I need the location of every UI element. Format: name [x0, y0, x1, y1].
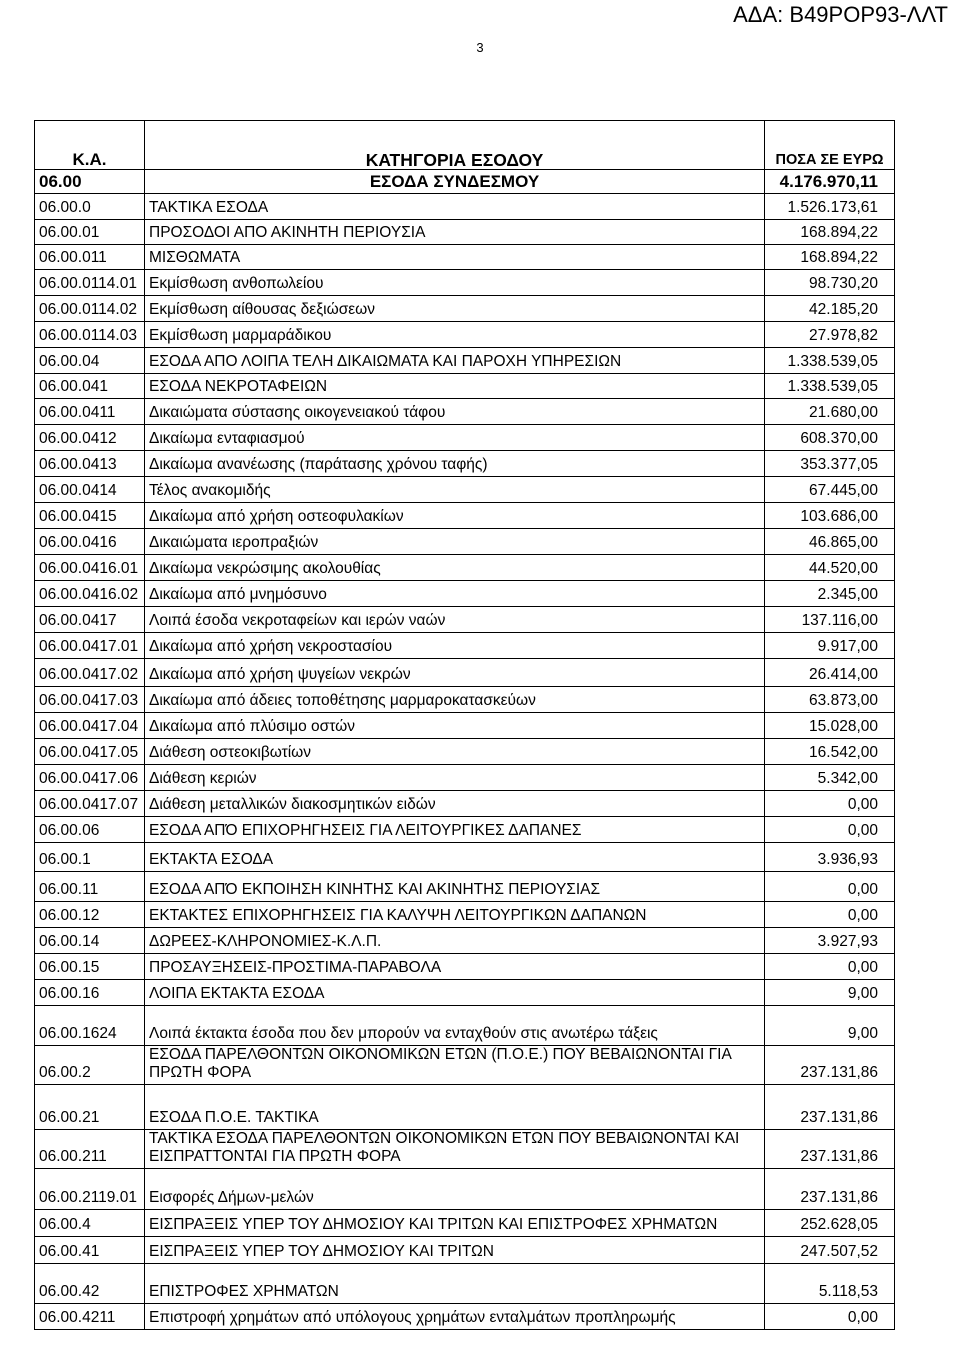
table-row — [35, 451, 895, 477]
row-amount: 2.345,00 — [765, 581, 895, 607]
row-description: Δικαίωμα ενταφιασμού — [145, 425, 765, 451]
column-header-amount: ΠΟΣΑ ΣΕ ΕΥΡΩ — [765, 121, 895, 170]
row-code: 06.00 — [35, 170, 145, 194]
row-description: Δικαίωμα από χρήση οστεοφυλακίων — [145, 503, 765, 529]
table-row — [35, 555, 895, 581]
table-row — [35, 765, 895, 791]
row-amount: 63.873,00 — [765, 687, 895, 713]
row-amount: 16.542,00 — [765, 739, 895, 765]
row-amount: 237.131,86 — [765, 1085, 895, 1130]
row-amount: 252.628,05 — [765, 1210, 895, 1237]
column-header-category: ΚΑΤΗΓΟΡΙΑ ΕΣΟΔΟΥ — [145, 121, 765, 170]
table-row — [35, 1046, 895, 1085]
row-code: 06.00.0114.01 — [35, 270, 145, 296]
row-code: 06.00.0417.03 — [35, 687, 145, 713]
row-amount: 103.686,00 — [765, 503, 895, 529]
table-row — [35, 872, 895, 902]
table-row — [35, 659, 895, 687]
row-amount: 0,00 — [765, 954, 895, 980]
row-description: Εκμίσθωση ανθοπωλείου — [145, 270, 765, 296]
row-code: 06.00.0412 — [35, 425, 145, 451]
row-description: ΜΙΣΘΩΜΑΤΑ — [145, 245, 765, 270]
row-code: 06.00.0414 — [35, 477, 145, 503]
row-code: 06.00.11 — [35, 872, 145, 902]
row-code: 06.00.0114.02 — [35, 296, 145, 322]
row-code: 06.00.15 — [35, 954, 145, 980]
row-amount: 137.116,00 — [765, 607, 895, 633]
table-row — [35, 170, 895, 194]
row-amount: 3.927,93 — [765, 928, 895, 954]
row-description: Δικαίωμα από πλύσιμο οστών — [145, 713, 765, 739]
row-description: Δικαίωμα ανανέωσης (παράτασης χρόνου ταφής) — [145, 451, 765, 477]
row-amount: 42.185,20 — [765, 296, 895, 322]
row-code: 06.00.41 — [35, 1237, 145, 1264]
row-code: 06.00.041 — [35, 374, 145, 399]
row-amount: 0,00 — [765, 817, 895, 843]
row-amount: 247.507,52 — [765, 1237, 895, 1264]
table-row — [35, 245, 895, 270]
table-row — [35, 477, 895, 503]
row-code: 06.00.0417.05 — [35, 739, 145, 765]
row-description: ΛΟΙΠΑ ΕΚΤΑΚΤΑ ΕΣΟΔΑ — [145, 980, 765, 1006]
row-description: ΠΡΟΣΟΔΟΙ ΑΠΟ ΑΚΙΝΗΤΗ ΠΕΡΙΟΥΣΙΑ — [145, 220, 765, 245]
row-amount: 5.342,00 — [765, 765, 895, 791]
row-description: Δικαιώματα σύστασης οικογενειακού τάφου — [145, 399, 765, 425]
table-row — [35, 928, 895, 954]
row-description: ΕΚΤΑΚΤΑ ΕΣΟΔΑ — [145, 843, 765, 872]
row-description: Διάθεση μεταλλικών διακοσμητικών ειδών — [145, 791, 765, 817]
row-description: Δικαίωμα από μνημόσυνο — [145, 581, 765, 607]
row-code: 06.00.12 — [35, 902, 145, 928]
table-row — [35, 1130, 895, 1169]
table-row — [35, 980, 895, 1006]
table-row — [35, 1085, 895, 1130]
table-row — [35, 954, 895, 980]
table-row — [35, 296, 895, 322]
row-amount: 353.377,05 — [765, 451, 895, 477]
row-description: Εισφορές Δήμων-μελών — [145, 1169, 765, 1210]
table-row — [35, 843, 895, 872]
row-description: ΕΣΟΔΑ ΑΠΌ ΕΠΙΧΟΡΗΓΗΣΕΙΣ ΓΙΑ ΛΕΙΤΟΥΡΓΙΚΕΣ ΔΑΠΑΝΕΣ — [145, 817, 765, 843]
table-row — [35, 1169, 895, 1210]
row-amount: 1.526.173,61 — [765, 194, 895, 220]
row-amount: 4.176.970,11 — [765, 170, 895, 194]
row-code: 06.00.2 — [35, 1046, 145, 1085]
row-description: Διάθεση κεριών — [145, 765, 765, 791]
row-code: 06.00.01 — [35, 220, 145, 245]
row-code: 06.00.16 — [35, 980, 145, 1006]
row-code: 06.00.0417.04 — [35, 713, 145, 739]
row-amount: 21.680,00 — [765, 399, 895, 425]
row-description: ΠΡΟΣΑΥΞΗΣΕΙΣ-ΠΡΟΣΤΙΜΑ-ΠΑΡΑΒΟΛΑ — [145, 954, 765, 980]
row-description: ΕΣΟΔΑ Π.Ο.Ε. ΤΑΚΤΙΚΑ — [145, 1085, 765, 1130]
row-description: ΕΚΤΑΚΤΕΣ ΕΠΙΧΟΡΗΓΗΣΕΙΣ ΓΙΑ ΚΑΛΥΨΗ ΛΕΙΤΟΥΡΓΙΚΩΝ ΔΑΠΑΝΩΝ — [145, 902, 765, 928]
row-amount: 237.131,86 — [765, 1130, 895, 1169]
ada-code: ΑΔΑ: Β49ΡΟΡ93-ΛΛΤ — [733, 2, 948, 27]
row-amount: 98.730,20 — [765, 270, 895, 296]
table-row — [35, 348, 895, 374]
table-row — [35, 713, 895, 739]
revenue-table-body — [35, 121, 895, 1330]
row-description: ΕΣΟΔΑ ΣΥΝΔΕΣΜΟΥ — [145, 170, 765, 194]
row-code: 06.00.0416.01 — [35, 555, 145, 581]
row-code: 06.00.0417.07 — [35, 791, 145, 817]
row-amount: 27.978,82 — [765, 322, 895, 348]
row-code: 06.00.4211 — [35, 1304, 145, 1330]
row-amount: 1.338.539,05 — [765, 348, 895, 374]
table-row — [35, 1264, 895, 1304]
row-amount: 15.028,00 — [765, 713, 895, 739]
row-code: 06.00.14 — [35, 928, 145, 954]
table-row — [35, 270, 895, 296]
row-code: 06.00.0415 — [35, 503, 145, 529]
table-row — [35, 791, 895, 817]
row-amount: 26.414,00 — [765, 659, 895, 687]
row-amount: 9.917,00 — [765, 633, 895, 659]
row-amount: 608.370,00 — [765, 425, 895, 451]
row-code: 06.00.0416.02 — [35, 581, 145, 607]
row-amount: 237.131,86 — [765, 1169, 895, 1210]
row-code: 06.00.0417.02 — [35, 659, 145, 687]
row-description: Λοιπά έκτακτα έσοδα που δεν μπορούν να ενταχθούν στις ανωτέρω τάξεις — [145, 1006, 765, 1046]
table-row — [35, 220, 895, 245]
row-code: 06.00.1624 — [35, 1006, 145, 1046]
row-code: 06.00.0411 — [35, 399, 145, 425]
table-row — [35, 1210, 895, 1237]
row-amount: 1.338.539,05 — [765, 374, 895, 399]
table-row — [35, 633, 895, 659]
page-number: 3 — [476, 40, 484, 55]
row-code: 06.00.2119.01 — [35, 1169, 145, 1210]
row-code: 06.00.1 — [35, 843, 145, 872]
row-amount: 5.118,53 — [765, 1264, 895, 1304]
row-description: Δικαίωμα από χρήση νεκροστασίου — [145, 633, 765, 659]
table-row — [35, 1304, 895, 1330]
row-code: 06.00.0417.06 — [35, 765, 145, 791]
row-amount: 44.520,00 — [765, 555, 895, 581]
row-description: Λοιπά έσοδα νεκροταφείων και ιερών ναών — [145, 607, 765, 633]
row-description: ΕΣΟΔΑ ΑΠΌ ΕΚΠΟΙΗΣΗ ΚΙΝΗΤΗΣ ΚΑΙ ΑΚΙΝΗΤΗΣ ΠΕΡΙΟΥΣΙΑΣ — [145, 872, 765, 902]
row-description: Δικαίωμα από άδειες τοποθέτησης μαρμαροκατασκεύων — [145, 687, 765, 713]
row-code: 06.00.21 — [35, 1085, 145, 1130]
row-description: ΕΙΣΠΡΑΞΕΙΣ ΥΠΕΡ ΤΟΥ ΔΗΜΟΣΙΟΥ ΚΑΙ ΤΡΙΤΩΝ — [145, 1237, 765, 1264]
row-description: ΔΩΡΕΕΣ-ΚΛΗΡΟΝΟΜΙΕΣ-Κ.Λ.Π. — [145, 928, 765, 954]
row-amount: 67.445,00 — [765, 477, 895, 503]
row-code: 06.00.4 — [35, 1210, 145, 1237]
table-row — [35, 194, 895, 220]
row-amount: 9,00 — [765, 980, 895, 1006]
table-row — [35, 374, 895, 399]
table-row — [35, 1006, 895, 1046]
row-code: 06.00.0114.03 — [35, 322, 145, 348]
row-code: 06.00.0413 — [35, 451, 145, 477]
row-description: ΕΣΟΔΑ ΝΕΚΡΟΤΑΦΕΙΩΝ — [145, 374, 765, 399]
row-amount: 0,00 — [765, 872, 895, 902]
table-row — [35, 607, 895, 633]
row-code: 06.00.0 — [35, 194, 145, 220]
row-description: Δικαιώματα ιεροπραξιών — [145, 529, 765, 555]
row-amount: 168.894,22 — [765, 220, 895, 245]
row-description: ΤΑΚΤΙΚΑ ΕΣΟΔΑ ΠΑΡΕΛΘΟΝΤΩΝ ΟΙΚΟΝΟΜΙΚΩΝ ΕΤΩΝ ΠΟΥ ΒΕΒΑΙΩΝΟΝΤΑΙ ΚΑΙ ΕΙΣΠΡΑΤΤΟΝΤΑΙ ΓΙΑ ΠΡΩΤΗ ΦΟΡΑ — [145, 1130, 765, 1169]
table-header-row — [35, 121, 895, 170]
row-description: Εκμίσθωση αίθουσας δεξιώσεων — [145, 296, 765, 322]
row-amount: 9,00 — [765, 1006, 895, 1046]
row-amount: 0,00 — [765, 1304, 895, 1330]
table-row — [35, 687, 895, 713]
column-header-code: Κ.Α. — [35, 121, 145, 170]
table-row — [35, 503, 895, 529]
table-row — [35, 581, 895, 607]
row-description: ΕΣΟΔΑ ΑΠΟ ΛΟΙΠΑ ΤΕΛΗ ΔΙΚΑΙΩΜΑΤΑ ΚΑΙ ΠΑΡΟΧΗ ΥΠΗΡΕΣΙΩΝ — [145, 348, 765, 374]
row-amount: 0,00 — [765, 902, 895, 928]
row-amount: 168.894,22 — [765, 245, 895, 270]
table-row — [35, 322, 895, 348]
row-code: 06.00.0417.01 — [35, 633, 145, 659]
row-description: Εκμίσθωση μαρμαράδικου — [145, 322, 765, 348]
row-code: 06.00.04 — [35, 348, 145, 374]
row-amount: 3.936,93 — [765, 843, 895, 872]
row-description: ΕΠΙΣΤΡΟΦΕΣ ΧΡΗΜΑΤΩΝ — [145, 1264, 765, 1304]
revenue-table — [34, 120, 895, 1330]
row-description: Επιστροφή χρημάτων από υπόλογους χρημάτων ενταλμάτων προπληρωμής — [145, 1304, 765, 1330]
row-code: 06.00.0417 — [35, 607, 145, 633]
row-description: ΕΣΟΔΑ ΠΑΡΕΛΘΟΝΤΩΝ ΟΙΚΟΝΟΜΙΚΩΝ ΕΤΩΝ (Π.Ο.Ε.) ΠΟΥ ΒΕΒΑΙΩΝΟΝΤΑΙ ΓΙΑ ΠΡΩΤΗ ΦΟΡΑ — [145, 1046, 765, 1085]
row-code: 06.00.011 — [35, 245, 145, 270]
row-code: 06.00.06 — [35, 817, 145, 843]
row-description: ΤΑΚΤΙΚΑ ΕΣΟΔΑ — [145, 194, 765, 220]
table-row — [35, 529, 895, 555]
row-description: Δικαίωμα νεκρώσιμης ακολουθίας — [145, 555, 765, 581]
table-row — [35, 902, 895, 928]
row-amount: 46.865,00 — [765, 529, 895, 555]
table-row — [35, 739, 895, 765]
row-amount: 237.131,86 — [765, 1046, 895, 1085]
table-row — [35, 1237, 895, 1264]
row-description: Διάθεση οστεοκιβωτίων — [145, 739, 765, 765]
table-row — [35, 817, 895, 843]
table-row — [35, 399, 895, 425]
row-description: Τέλος ανακομιδής — [145, 477, 765, 503]
row-description: Δικαίωμα από χρήση ψυγείων νεκρών — [145, 659, 765, 687]
row-amount: 0,00 — [765, 791, 895, 817]
row-code: 06.00.211 — [35, 1130, 145, 1169]
table-row — [35, 425, 895, 451]
row-description: ΕΙΣΠΡΑΞΕΙΣ ΥΠΕΡ ΤΟΥ ΔΗΜΟΣΙΟΥ ΚΑΙ ΤΡΙΤΩΝ ΚΑΙ ΕΠΙΣΤΡΟΦΕΣ ΧΡΗΜΑΤΩΝ — [145, 1210, 765, 1237]
row-code: 06.00.42 — [35, 1264, 145, 1304]
row-code: 06.00.0416 — [35, 529, 145, 555]
